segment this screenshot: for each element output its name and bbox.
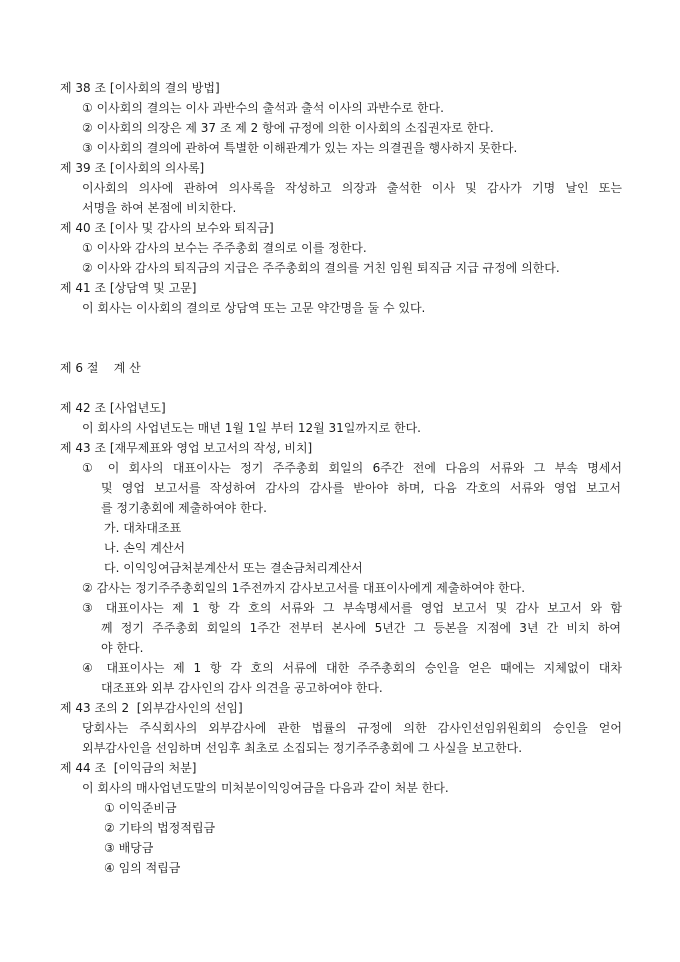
- article-43-item-3-line-2: 께 정기 주주총회 회일의 1주간 전부터 본사에 5년간 그 등본을 지점에 3년 간 비치 하여: [101, 621, 621, 635]
- article-43-subitem-ga: 가. 대차대조표: [104, 521, 182, 535]
- article-40-item-1: ① 이사와 감사의 보수는 주주총회 결의로 이를 정한다.: [82, 241, 367, 255]
- article-44-item-2: ② 기타의 법정적립금: [104, 821, 216, 835]
- article-43-2-heading: 제 43 조의 2 [외부감사인의 선임]: [60, 701, 243, 715]
- article-42-heading: 제 42 조 [사업년도]: [60, 401, 166, 415]
- article-43-2-line-2: 외부감사인을 선임하며 선임후 최초로 소집되는 정기주주총회에 그 사실을 보고한다.: [82, 741, 523, 755]
- article-44-item-4: ④ 임의 적립금: [104, 861, 181, 875]
- article-41-heading: 제 41 조 [상담역 및 고문]: [60, 281, 197, 295]
- article-43-item-4-line-2: 대조표와 외부 감사인의 감사 의견을 공고하여야 한다.: [101, 681, 383, 695]
- article-43-item-3-line-1: ③ 대표이사는 제 1 항 각 호의 서류와 그 부속명세서를 영업 보고서 및 감사 보고서 와 함: [82, 601, 622, 615]
- article-40-item-2: ② 이사와 감사의 퇴직금의 지급은 주주총회의 결의를 거친 임원 퇴직금 지급 규정에 의한다.: [82, 261, 560, 275]
- article-40-heading: 제 40 조 [이사 및 감사의 보수와 퇴직금]: [60, 221, 274, 235]
- article-43-item-2: ② 감사는 정기주주총회일의 1주전까지 감사보고서를 대표이사에게 제출하여야 한다.: [82, 581, 526, 595]
- article-43-2-line-1: 당회사는 주식회사의 외부감사에 관한 법률의 규정에 의한 감사인선임위원회의 승인을 얻어: [82, 721, 622, 735]
- article-43-heading: 제 43 조 [재무제표와 영업 보고서의 작성, 비치]: [60, 441, 313, 455]
- article-44-heading: 제 44 조 [이익금의 처분]: [60, 761, 197, 775]
- article-43-subitem-da: 다. 이익잉여금처분계산서 또는 결손금처리계산서: [104, 561, 363, 575]
- article-38-item-1: ① 이사회의 결의는 이사 과반수의 출석과 출석 이사의 과반수로 한다.: [82, 101, 444, 115]
- article-39-line-2: 서명을 하여 본점에 비치한다.: [82, 201, 237, 215]
- chapter-6-heading: 제 6 절 계 산: [60, 361, 141, 375]
- article-44-text: 이 회사의 매사업년도말의 미처분이익잉여금을 다음과 같이 처분 한다.: [82, 781, 449, 795]
- article-43-item-1-line-3: 를 정기총회에 제출하여야 한다.: [101, 501, 267, 515]
- article-44-item-3: ③ 배당금: [104, 841, 154, 855]
- article-39-line-1: 이사회의 의사에 관하여 의사록을 작성하고 의장과 출석한 이사 및 감사가 기명 날인 또는: [82, 181, 622, 195]
- article-38-item-2: ② 이사회의 의장은 제 37 조 제 2 항에 규정에 의한 이사회의 소집권자로 한다.: [82, 121, 494, 135]
- article-38-heading: 제 38 조 [이사회의 결의 방법]: [60, 81, 220, 95]
- article-42-text: 이 회사의 사업년도는 매년 1월 1일 부터 12월 31일까지로 한다.: [82, 421, 421, 435]
- article-43-item-4-line-1: ④ 대표이사는 제 1 항 각 호의 서류에 대한 주주총회의 승인을 얻은 때에는 지체없이 대차: [82, 661, 622, 675]
- article-38-item-3: ③ 이사회의 결의에 관하여 특별한 이해관계가 있는 자는 의결권을 행사하지 못한다.: [82, 141, 518, 155]
- article-44-item-1: ① 이익준비금: [104, 801, 177, 815]
- article-43-subitem-na: 나. 손익 계산서: [104, 541, 185, 555]
- article-41-text: 이 회사는 이사회의 결의로 상담역 또는 고문 약간명을 둘 수 있다.: [82, 301, 426, 315]
- article-43-item-3-line-3: 야 한다.: [101, 641, 144, 655]
- article-43-item-1-line-2: 및 영업 보고서를 작성하여 감사의 감사를 받아야 하며, 다음 각호의 서류와 영업 보고서: [101, 481, 621, 495]
- article-43-item-1-line-1: ① 이 회사의 대표이사는 정기 주주총회 회일의 6주간 전에 다음의 서류와 그 부속 명세서: [82, 461, 622, 475]
- article-39-heading: 제 39 조 [이사회의 의사록]: [60, 161, 205, 175]
